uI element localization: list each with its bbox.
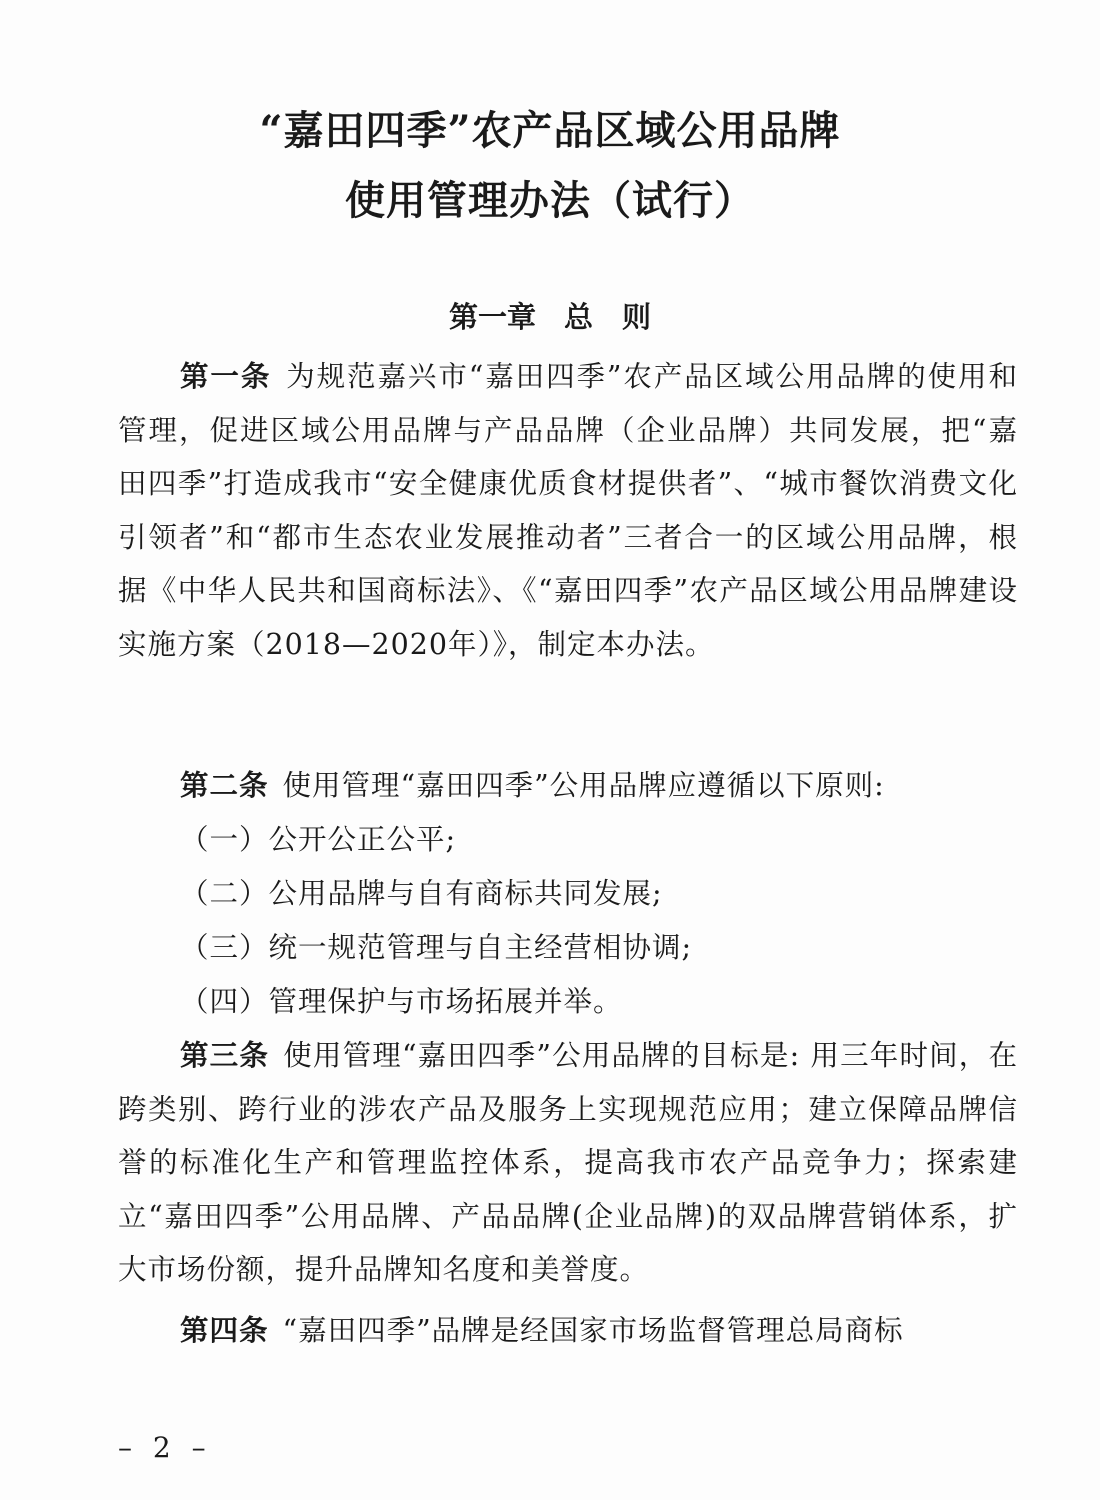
article-3-text: 使用管理“嘉田四季”公用品牌的目标是: 用三年时间，在跨类别、跨行业的涉农产品及服务上实现规范应用；建立保障品牌信誉的标准化生产和管理监控体系，提高我市农产品竞争力；探索建立“嘉田四季”公用品牌、产品品牌(企业品牌)的双品牌营销体系，扩大市场份额，提升品牌知名度和美誉度。 (118, 1039, 1018, 1286)
title-line-1: “嘉田四季”农产品区域公用品牌 (259, 107, 841, 154)
principle-item-1: （一）公开公正公平; (180, 823, 457, 856)
article-1-text: 为规范嘉兴市“嘉田四季”农产品区域公用品牌的使用和管理，促进区域公用品牌与产品品牌（企业品牌）共同发展，把“嘉田四季”打造成我市“安全健康优质食材提供者”、“城市餐饮消费文化引领者”和“都市生态农业发展推动者”三者合一的区域公用品牌，根据《中华人民共和国商标法》、《“嘉田四季”农产品区域公用品牌建设实施方案（2018—2020年）》，制定本办法。 (118, 360, 1018, 661)
page-number: – 2 – (118, 1431, 212, 1464)
article-2 (118, 759, 1018, 813)
article-2-text: 使用管理“嘉田四季”公用品牌应遵循以下原则: (282, 769, 885, 802)
chapter-name: 总 则 (564, 300, 652, 334)
article-1-label: 第一条 (180, 359, 272, 393)
principle-item-2: （二）公用品牌与自有商标共同发展; (180, 877, 663, 910)
article-4 (118, 1304, 1018, 1358)
article-3-label: 第三条 (180, 1038, 270, 1072)
chapter-heading (0, 292, 1100, 342)
title-line-2: 使用管理办法（试行） (345, 177, 755, 224)
article-4-text: “嘉田四季”品牌是经国家市场监督管理总局商标 (282, 1314, 904, 1347)
principle-item-3: （三）统一规范管理与自主经营相协调; (180, 931, 693, 964)
article-3 (118, 1029, 1018, 1297)
article-2-label: 第二条 (180, 768, 269, 802)
article-4-label: 第四条 (180, 1313, 269, 1347)
principle-item-4: （四）管理保护与市场拓展并举。 (180, 985, 623, 1018)
article-1 (118, 350, 1018, 671)
chapter-number: 第一章 (448, 300, 536, 334)
